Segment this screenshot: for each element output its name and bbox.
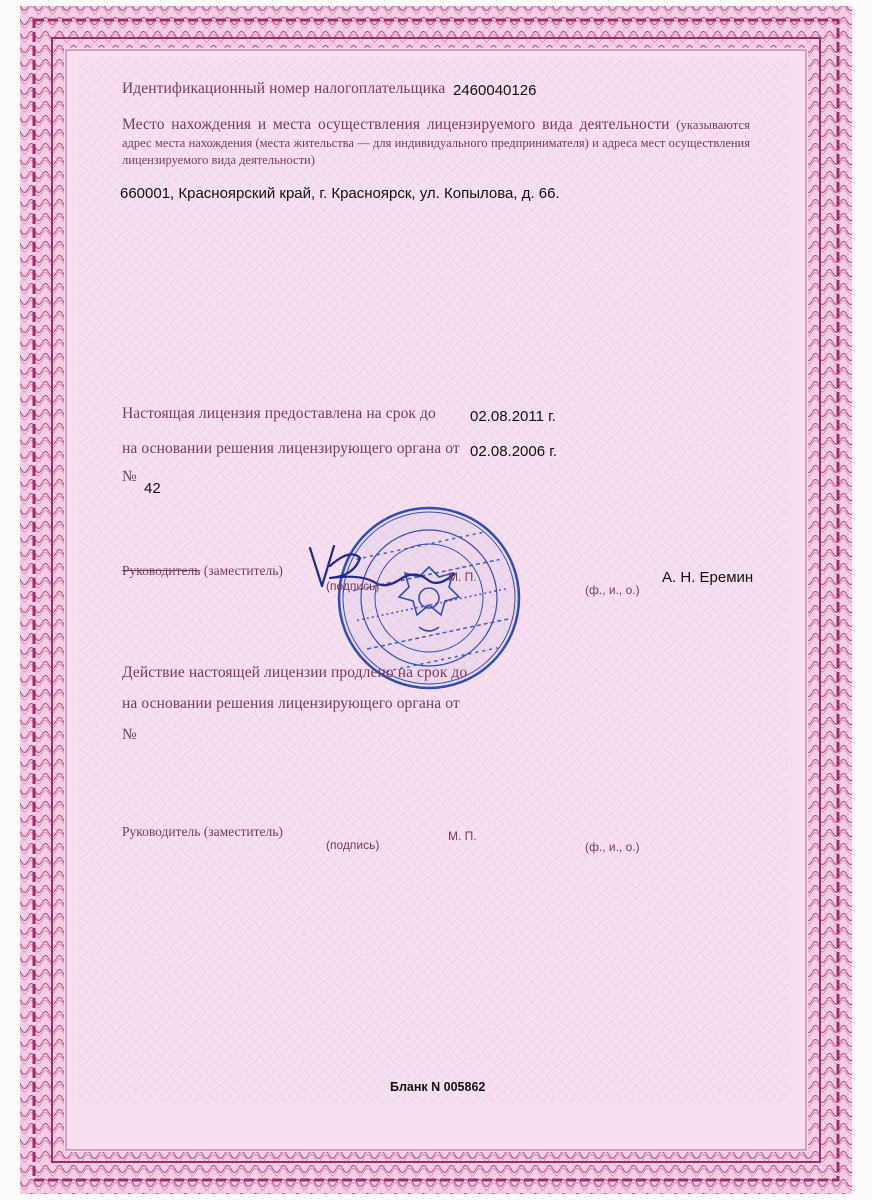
signature-caption-1: (подпись) [326, 579, 380, 593]
stamp-caption-1: М. П. [448, 570, 477, 584]
signatory-name: А. Н. Еремин [662, 569, 754, 586]
name-caption-1: (ф., и., о.) [585, 583, 640, 597]
location-label-line3: лицензируемого вида деятельности) [122, 153, 315, 167]
license-granted-until: 02.08.2011 г. [470, 408, 556, 425]
license-decision-label: на основании решения лицензирующего органа от [122, 440, 460, 457]
extension-decision-label: на основании решения лицензирующего органа от [122, 695, 460, 712]
head-label-2: Руководитель (заместитель) [122, 824, 283, 839]
form-number: Бланк N 005862 [390, 1080, 486, 1094]
license-number-label: № [122, 468, 137, 485]
extension-label: Действие настоящей лицензии продлено на срок до [122, 664, 468, 681]
name-caption-2: (ф., и., о.) [585, 840, 640, 854]
taxpayer-id-label: Идентификационный номер налогоплательщика [122, 80, 446, 97]
license-granted-label: Настоящая лицензия предоставлена на срок до [122, 405, 436, 422]
taxpayer-id-value: 2460040126 [453, 82, 537, 99]
handwritten-signature [300, 538, 470, 608]
stamp-caption-2: М. П. [448, 829, 477, 843]
head-label-1: Руководитель (заместитель) [122, 563, 283, 578]
location-label-line1: Место нахождения и места осуществления лицензируемого вида деятельности (указываются [122, 116, 750, 133]
address-value: 660001, Красноярский край, г. Красноярск, ул. Копылова, д. 66. [120, 185, 560, 202]
license-number-value: 42 [144, 480, 161, 497]
extension-number-label: № [122, 726, 137, 743]
license-decision-date: 02.08.2006 г. [470, 443, 558, 460]
signature-caption-2: (подпись) [326, 838, 380, 852]
location-label-line2: адрес места нахождения (места жительства — для индивидуального предпринимателя) и адреса мест осуществления [122, 136, 750, 150]
